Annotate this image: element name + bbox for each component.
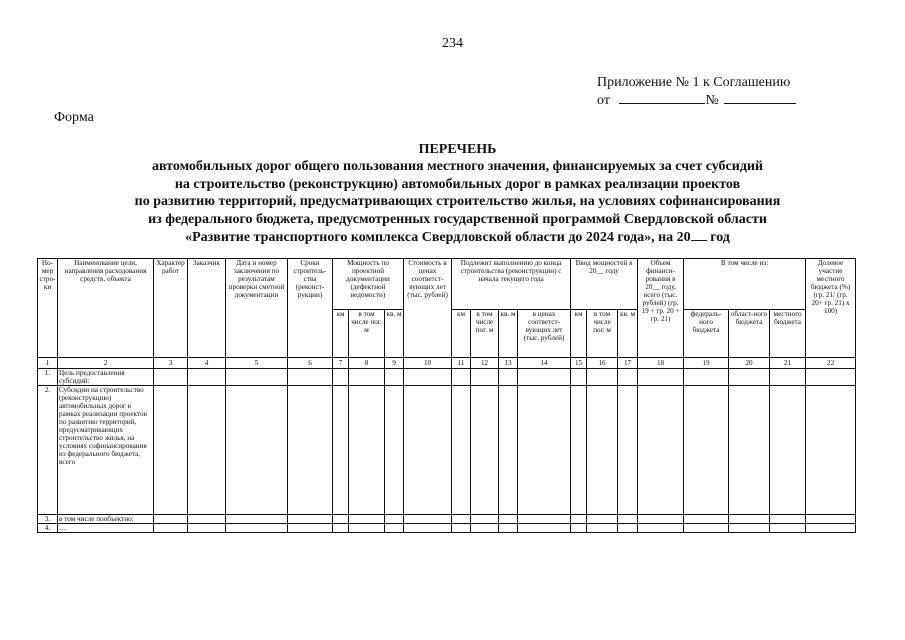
- row-name: в том числе пообъектно:: [58, 515, 154, 524]
- col-group-design-capacity: Мощность по проектной документации (дефектной ведомости): [333, 259, 404, 310]
- title-line-2: на строительство (реконструкцию) автомобильных дорог в рамках реализации проектов: [174, 176, 741, 192]
- year-blank-line: [691, 228, 707, 241]
- row-name: Субсидии на строительство (реконструкцию) автомобильных дорог в рамках реализации проектов по развитию территорий, предусматривающих строительство жилья, на условиях софинансирования из федерального бюджета, всего: [58, 386, 154, 515]
- appendix-block: [597, 74, 796, 109]
- title-line-4: из федерального бюджета, предусмотренных государственной программой Свердловской области: [148, 211, 767, 227]
- col-header-cost: Стоимость в ценах соответст-вующих лет (тыс. рублей): [404, 259, 452, 358]
- column-number: 10: [404, 358, 452, 369]
- col-header-work-type: Характер работ: [154, 259, 188, 358]
- number-blank-line: [724, 91, 796, 104]
- column-number: 4: [188, 358, 226, 369]
- col-header-name: Наименование цели, направления расходования средств, объекта: [58, 259, 154, 358]
- column-number: 5: [226, 358, 288, 369]
- column-number: 2: [58, 358, 154, 369]
- col-header-terms: Сроки строитель-ства (реконст-рукции): [288, 259, 333, 358]
- column-number: 19: [684, 358, 729, 369]
- col-header-sqm: кв. м: [618, 310, 638, 358]
- table-row: [38, 386, 856, 515]
- col-header-incl-pm: в том числе пог. м: [471, 310, 499, 358]
- appendix-number-label: №: [705, 93, 719, 108]
- column-number: 8: [349, 358, 385, 369]
- roads-list-table: [37, 258, 856, 533]
- row-number: 1.: [38, 369, 58, 386]
- col-header-row-number: Но-мер стро-ки: [38, 259, 58, 358]
- row-number: 2.: [38, 386, 58, 515]
- row-name: …: [58, 524, 154, 533]
- column-number: 16: [587, 358, 618, 369]
- row-number: 3.: [38, 515, 58, 524]
- col-group-to-complete: Подлежит выполнению до конца строительства (реконструкции) с начала текущего года: [452, 259, 571, 310]
- col-header-km: км: [333, 310, 349, 358]
- table-row: [38, 515, 856, 524]
- col-header-financing-total: Объем финанси-рования в 20__ году, всего (тыс. рублей) (гр. 19 + гр. 20 + гр. 21): [638, 259, 684, 358]
- page-number: 234: [442, 36, 463, 51]
- appendix-from-label: от: [597, 93, 610, 108]
- column-number: 17: [618, 358, 638, 369]
- col-header-federal: федераль-ного бюджета: [684, 310, 729, 358]
- column-number: 13: [499, 358, 518, 369]
- title-line-5: [60, 228, 855, 246]
- col-header-km: км: [452, 310, 471, 358]
- column-number: 3: [154, 358, 188, 369]
- column-number: 15: [571, 358, 587, 369]
- title-line-5-end: год: [710, 230, 730, 246]
- column-number: 14: [518, 358, 571, 369]
- column-number: 18: [638, 358, 684, 369]
- col-header-local-share: Долевое участие местного бюджета (%) (гр. 21/ (гр. 20+ гр. 21) x 100): [806, 259, 856, 358]
- row-number: 4.: [38, 524, 58, 533]
- table-row: [38, 524, 856, 533]
- row-name: Цель предоставления субсидий:: [58, 369, 154, 386]
- col-header-sqm: кв. м: [499, 310, 518, 358]
- title-line-5-start: «Развитие транспортного комплекса Свердловской области до 2024 года», на 20: [185, 230, 691, 246]
- appendix-date-number-line: [597, 91, 796, 109]
- date-blank-line: [619, 91, 705, 104]
- col-header-prices: в ценах соответст-вующих лет (тыс. рублей): [518, 310, 571, 358]
- title-heading: ПЕРЕЧЕНЬ: [418, 142, 497, 157]
- document-title: [60, 141, 855, 246]
- column-number: 6: [288, 358, 333, 369]
- appendix-title: Приложение № 1 к Соглашению: [597, 75, 791, 90]
- column-number: 11: [452, 358, 471, 369]
- col-header-local: местного бюджета: [770, 310, 806, 358]
- col-header-sqm: кв. м: [385, 310, 404, 358]
- title-line-3: по развитию территорий, предусматривающих строительство жилья, на условиях софинансирования: [134, 194, 781, 210]
- col-header-incl-pm: в том числе пог. м: [587, 310, 618, 358]
- col-header-customer: Заказчик: [188, 259, 226, 358]
- column-number: 22: [806, 358, 856, 369]
- col-header-regional: област-ного бюджета: [729, 310, 770, 358]
- col-header-incl-pm: в том числе пог. м: [349, 310, 385, 358]
- column-number: 9: [385, 358, 404, 369]
- col-header-km: км: [571, 310, 587, 358]
- col-group-capacity-input: Ввод мощностей в 20__ году: [571, 259, 638, 310]
- column-number: 12: [471, 358, 499, 369]
- table-row: [38, 369, 856, 386]
- column-numbers-row: [38, 358, 856, 369]
- column-number: 1: [38, 358, 58, 369]
- header-row-top: [38, 259, 856, 310]
- column-number: 21: [770, 358, 806, 369]
- column-number: 20: [729, 358, 770, 369]
- title-line-1: автомобильных дорог общего пользования местного значения, финансируемых за счет субсидий: [151, 159, 764, 175]
- column-number: 7: [333, 358, 349, 369]
- col-header-conclusion: Дата и номер заключения по результатам проверки сметной документации: [226, 259, 288, 358]
- form-label: Форма: [54, 110, 94, 125]
- col-group-including-from: В том числе из:: [684, 259, 806, 310]
